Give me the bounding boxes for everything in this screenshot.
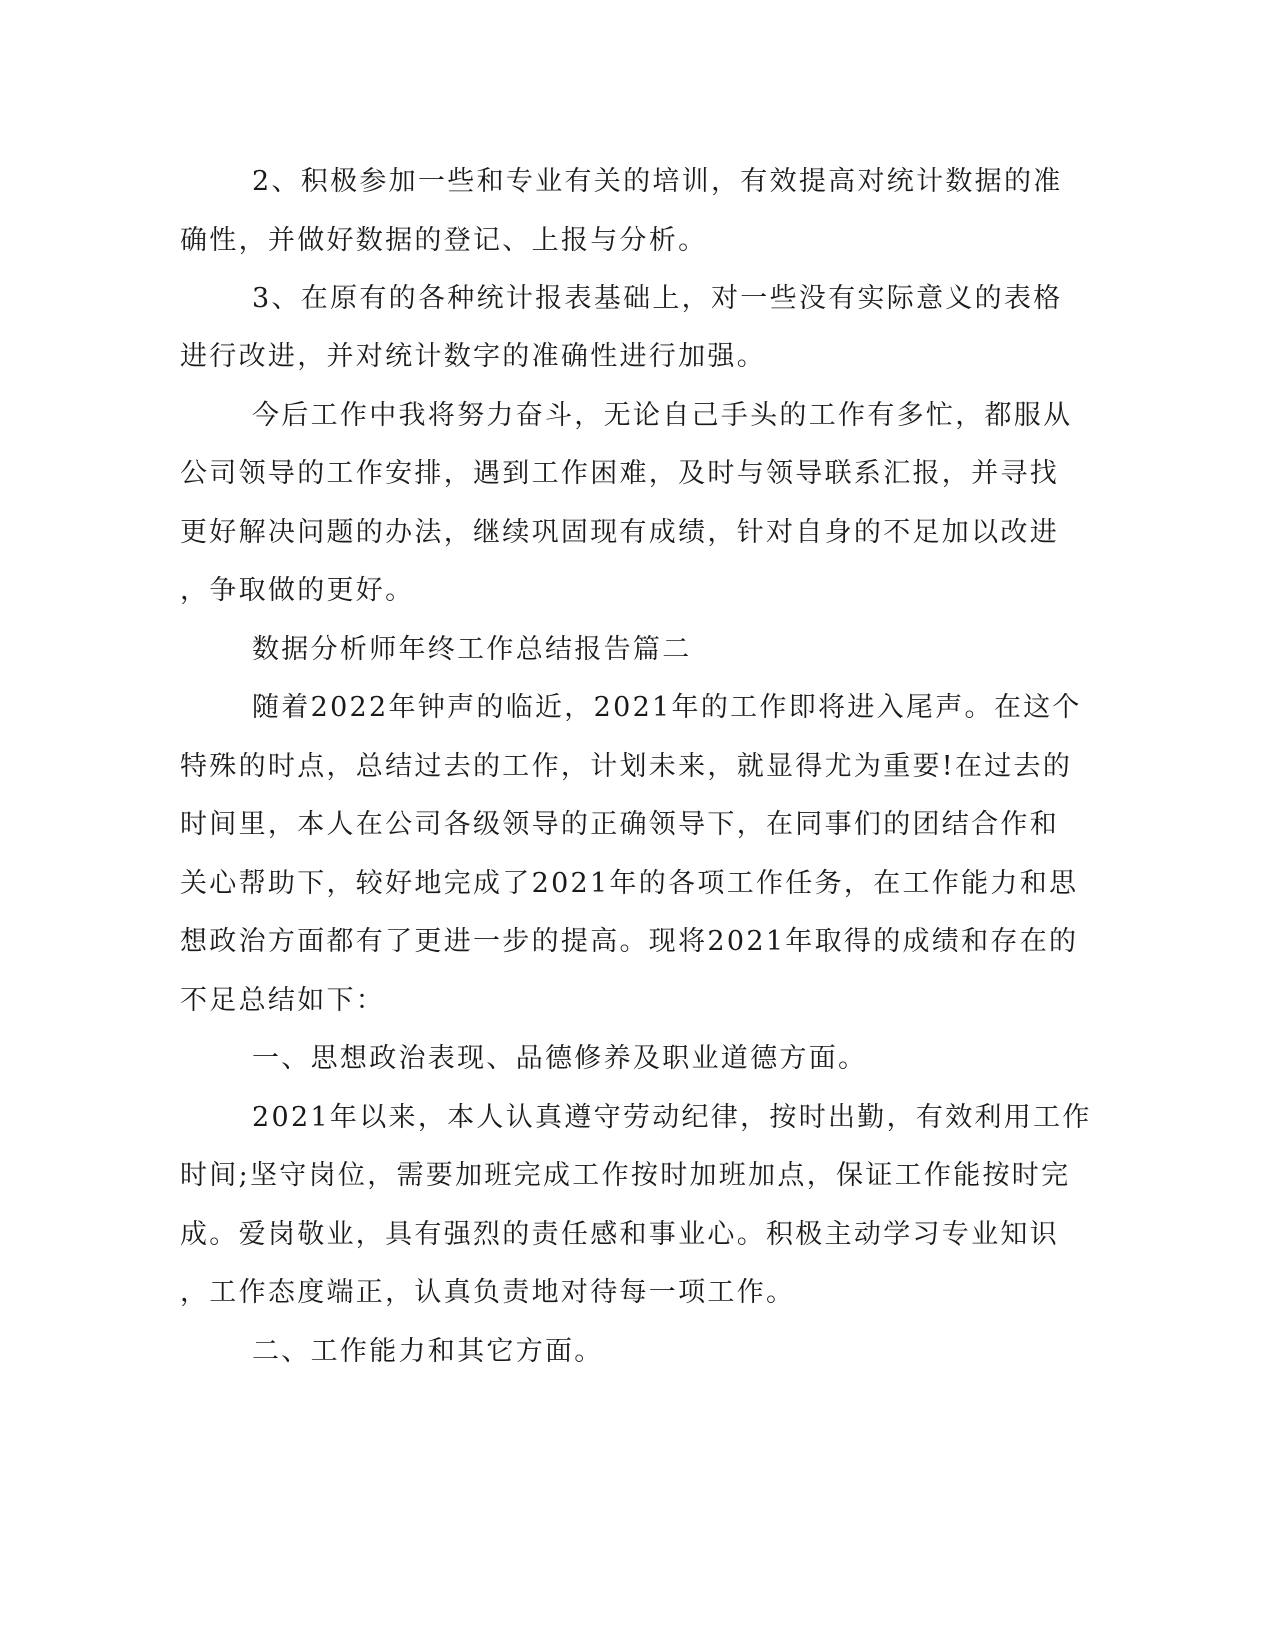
- section-heading: 二、工作能力和其它方面。: [252, 1336, 604, 1367]
- text-line: 公司领导的工作安排，遇到工作困难，及时与领导联系汇报，并寻找: [180, 458, 1059, 489]
- text-line: 2、积极参加一些和专业有关的培训，有效提高对统计数据的准: [252, 166, 1063, 197]
- text-line: 关心帮助下，较好地完成了2021年的各项工作任务，在工作能力和思: [180, 868, 1079, 899]
- section-heading: 一、思想政治表现、品德修养及职业道德方面。: [252, 1043, 868, 1074]
- text-line: 更好解决问题的办法，继续巩固现有成绩，针对自身的不足加以改进: [180, 517, 1059, 548]
- text-line: 进行改进，并对统计数字的准确性进行加强。: [180, 341, 766, 372]
- text-line: 时间里，本人在公司各级领导的正确领导下，在同事们的团结合作和: [180, 809, 1059, 840]
- section-heading: 数据分析师年终工作总结报告篇二: [252, 634, 692, 665]
- text-line: 今后工作中我将努力奋斗，无论自己手头的工作有多忙，都服从: [252, 400, 1073, 431]
- text-line: ，工作态度端正，认真负责地对待每一项工作。: [180, 1277, 796, 1308]
- text-line: 3、在原有的各种统计报表基础上，对一些没有实际意义的表格: [252, 283, 1063, 314]
- text-line: 特殊的时点，总结过去的工作，计划未来，就显得尤为重要!在过去的: [180, 751, 1073, 782]
- text-line: 2021年以来，本人认真遵守劳动纪律，按时出勤，有效利用工作: [252, 1102, 1092, 1133]
- text-line: 随着2022年钟声的临近，2021年的工作即将进入尾声。在这个: [252, 692, 1082, 723]
- text-line: ，争取做的更好。: [180, 575, 415, 606]
- text-line: 想政治方面都有了更进一步的提高。现将2021年取得的成绩和存在的: [180, 926, 1079, 957]
- text-line: 确性，并做好数据的登记、上报与分析。: [180, 225, 708, 256]
- text-line: 不足总结如下：: [180, 985, 386, 1016]
- text-line: 成。爱岗敬业，具有强烈的责任感和事业心。积极主动学习专业知识: [180, 1219, 1059, 1250]
- text-line: 时间;坚守岗位，需要加班完成工作按时加班加点，保证工作能按时完: [180, 1160, 1071, 1191]
